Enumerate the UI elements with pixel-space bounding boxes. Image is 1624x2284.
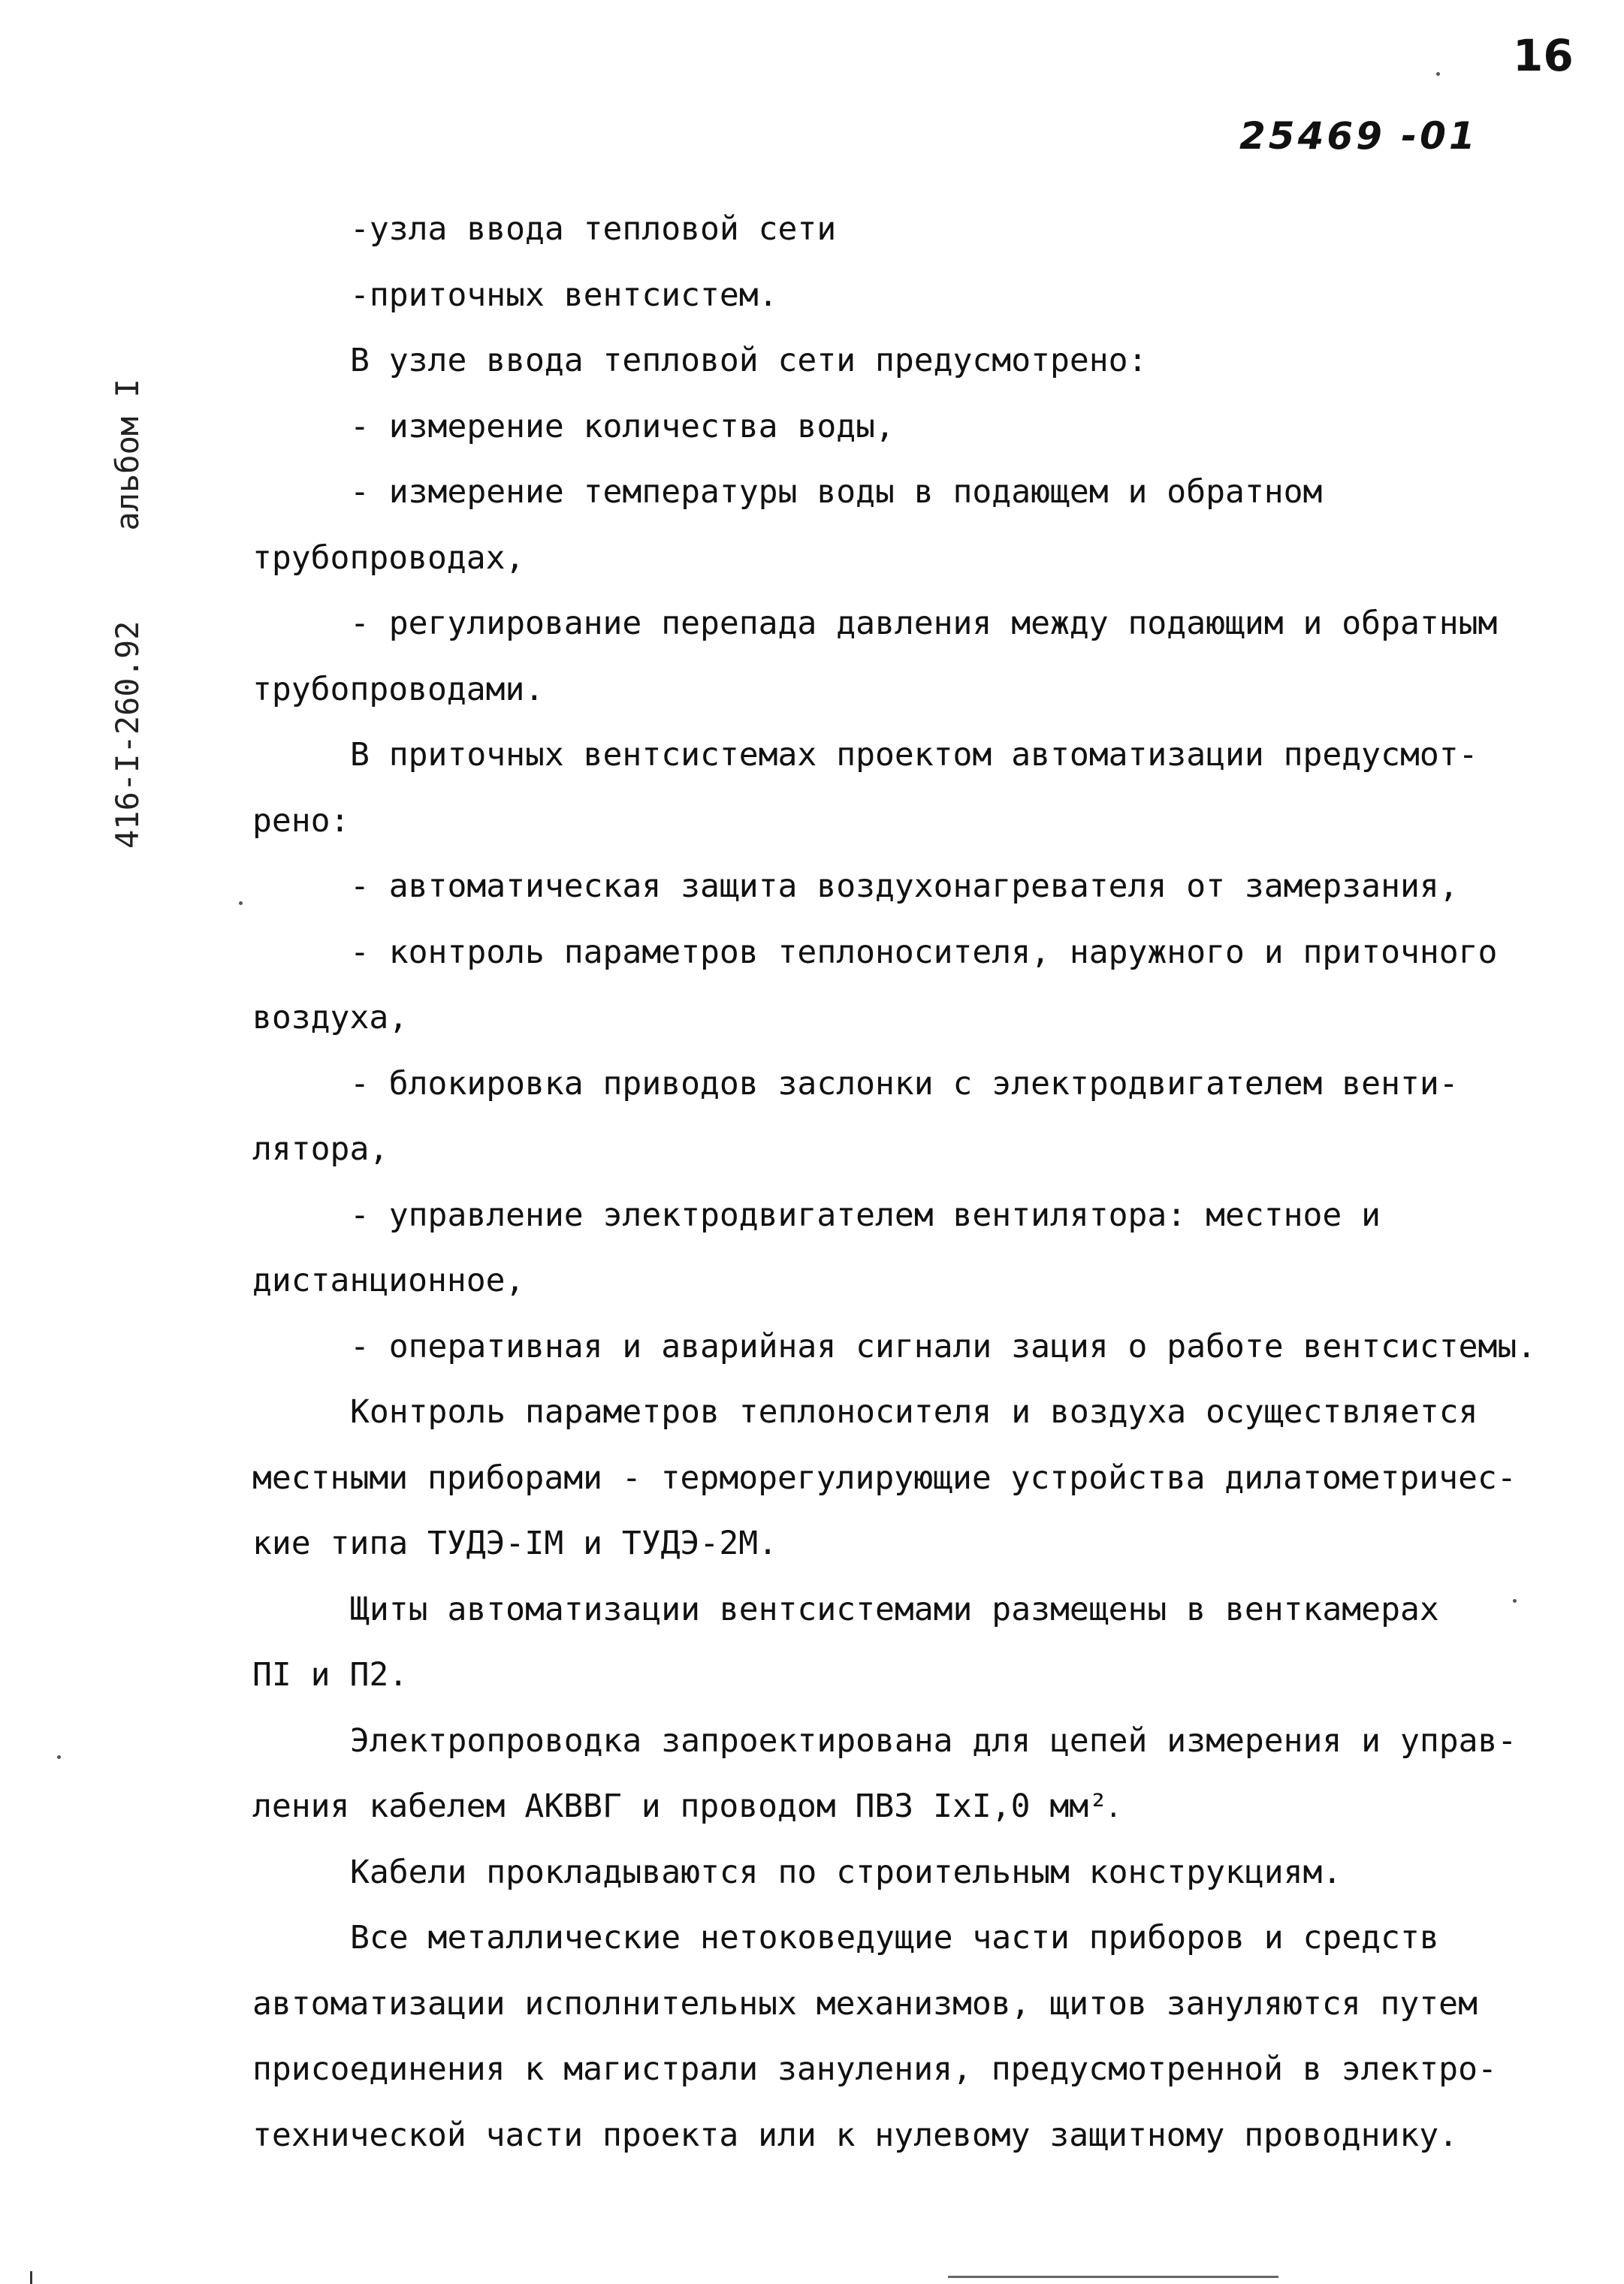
corner-mark — [30, 2271, 32, 2284]
scan-speck — [1513, 1599, 1517, 1603]
text-line: -узла ввода тепловой сети — [350, 210, 837, 248]
text-line: В узле ввода тепловой сети предусмотрено: — [350, 342, 1148, 379]
text-line: - измерение температуры воды в подающем и обратном — [350, 473, 1323, 511]
text-line: Щиты автоматизации вентсистемами размещены в венткамерах — [350, 1590, 1439, 1628]
text-line: технической части проекта или к нулевому защитному проводнику. — [252, 2116, 1459, 2154]
text-line: воздуха, — [252, 999, 409, 1036]
document-body — [252, 197, 1594, 2168]
scan-speck — [57, 1755, 61, 1759]
text-line: - регулирование перепада давления между подающим и обратным — [350, 605, 1498, 642]
text-line: лятора, — [252, 1130, 389, 1168]
text-line: местными приборами - терморегулирующие устройства дилатометричес- — [252, 1459, 1517, 1497]
footer-rule — [948, 2276, 1278, 2278]
scan-speck — [239, 901, 243, 905]
stamp-code: 416-I-260.92 — [109, 620, 146, 849]
document-code: 25469 -01 — [1239, 114, 1478, 158]
text-line: Кабели прокладываются по строительным конструкциям. — [350, 1853, 1342, 1891]
text-line: Контроль параметров теплоносителя и воздуха осуществляется — [350, 1393, 1478, 1431]
stamp-album: альбом I — [109, 379, 146, 531]
text-line: трубопроводами. — [252, 670, 545, 708]
text-line: - контроль параметров теплоносителя, наружного и приточного — [350, 933, 1498, 971]
text-line: Все металлические нетоковедущие части приборов и средств — [350, 1919, 1439, 1957]
text-line: - измерение количества воды, — [350, 407, 895, 445]
text-line: дистанционное, — [252, 1262, 525, 1299]
text-line: присоединения к магистрали зануления, предусмотренной в электро- — [252, 2050, 1497, 2088]
page-number: 16 — [1513, 30, 1574, 81]
text-line: Электропроводка запроектирована для цепей измерения и управ- — [350, 1721, 1517, 1760]
side-stamp — [109, 379, 146, 849]
text-line: - автоматическая защита воздухонагревателя от замерзания, — [350, 867, 1459, 905]
text-line: - управление электродвигателем вентилятора: местное и — [350, 1196, 1381, 1234]
text-line: трубопроводах, — [252, 539, 525, 577]
text-line: рено: — [252, 801, 350, 840]
text-line: - блокировка приводов заслонки с электродвигателем венти- — [350, 1064, 1459, 1103]
text-line: -приточных вентсистем. — [350, 276, 778, 314]
text-line: - оперативная и аварийная сигнали зация о работе вентсистемы. — [350, 1327, 1537, 1365]
text-line: ПI и П2. — [252, 1656, 409, 1694]
scan-speck — [1436, 72, 1440, 76]
text-line: ления кабелем АКВВГ и проводом ПВЗ IxI,0 мм²․ — [252, 1788, 1119, 1825]
text-line: В приточных вентсистемах проектом автоматизации предусмот- — [350, 736, 1478, 774]
text-line: автоматизации исполнительных механизмов, щитов зануляются путем — [252, 1984, 1478, 2023]
text-line: кие типа ТУДЭ-IM и ТУДЭ-2М. — [252, 1525, 777, 1562]
